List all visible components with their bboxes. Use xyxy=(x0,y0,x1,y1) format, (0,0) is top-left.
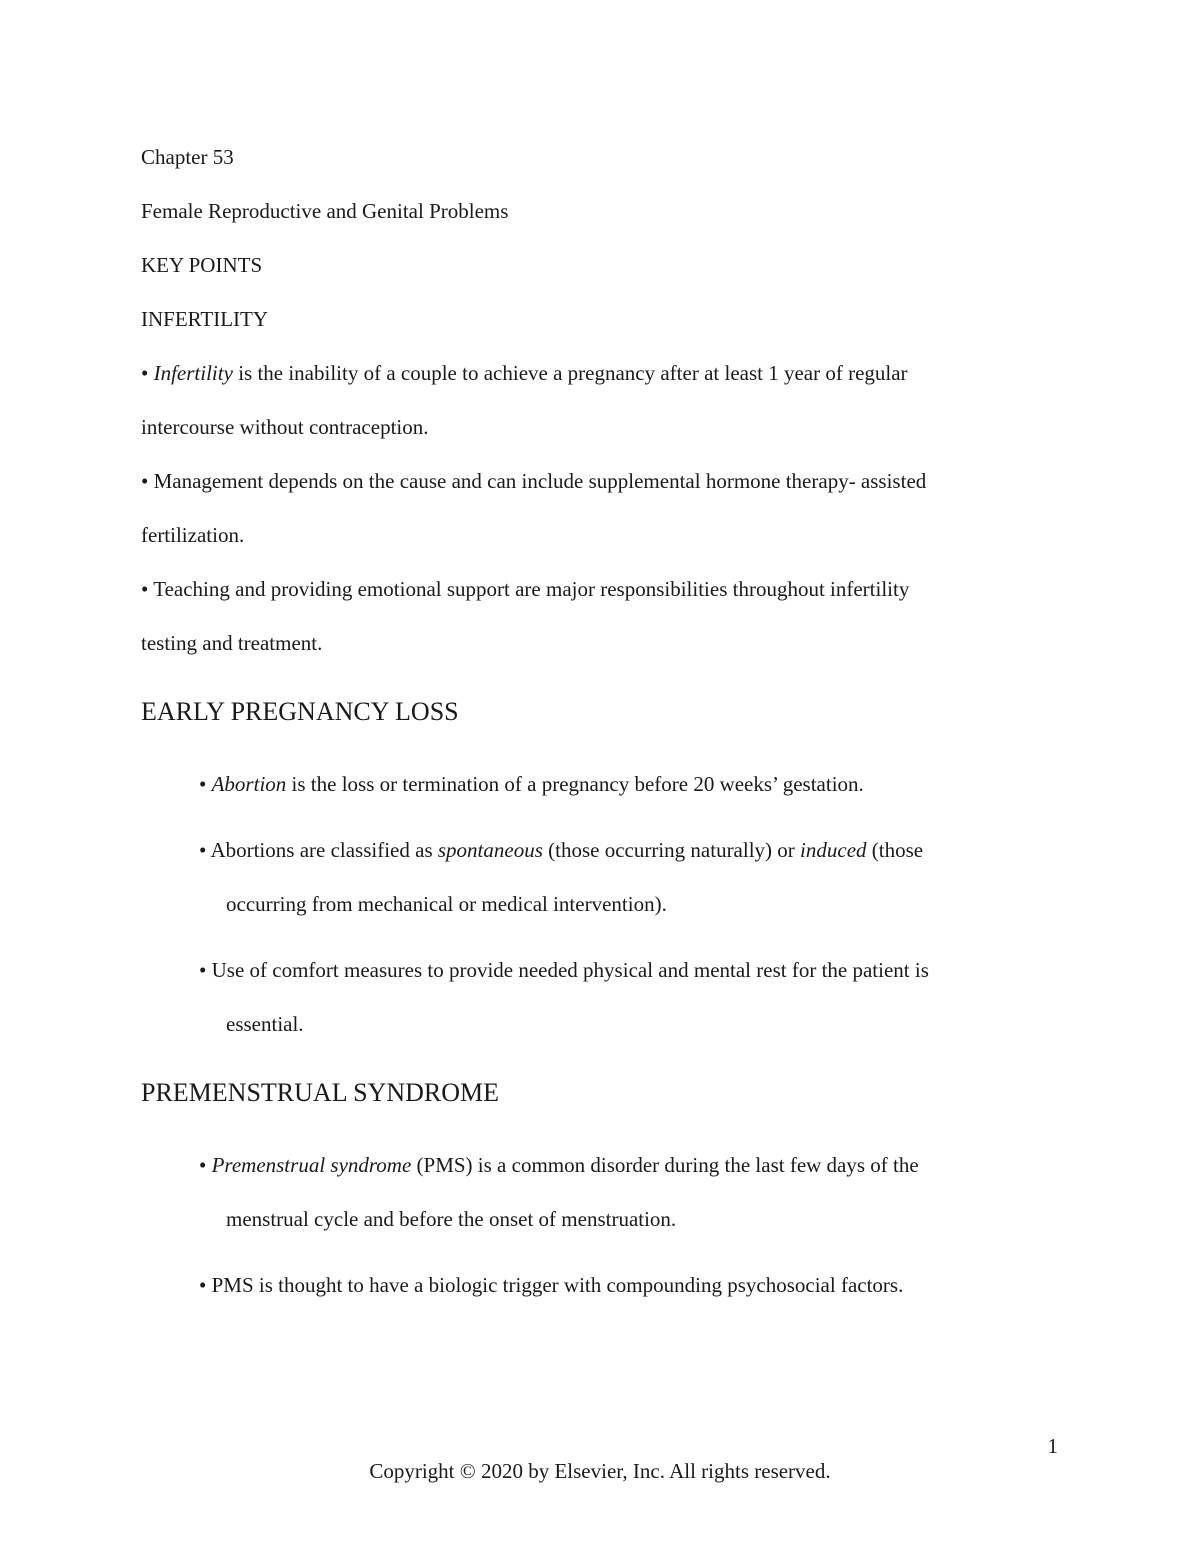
chapter-title: Female Reproductive and Genital Problems xyxy=(141,199,509,223)
epl-bullet-3: • Use of comfort measures to provide needed physical and mental rest for the patient is xyxy=(199,958,929,982)
infertility-bullet-3: • Teaching and providing emotional support are major responsibilities throughout infertility xyxy=(141,577,910,601)
bullet-marker: • xyxy=(141,361,154,385)
bullet-text: • Abortions are classified as xyxy=(199,838,438,862)
key-points-label: KEY POINTS xyxy=(141,253,263,277)
bullet-text: (PMS) is a common disorder during the last few days of the xyxy=(411,1153,919,1177)
infertility-heading: INFERTILITY xyxy=(141,307,269,331)
infertility-bullet-2: • Management depends on the cause and can include supplemental hormone therapy- assisted xyxy=(141,469,927,493)
infertility-bullet-1-cont: intercourse without contraception. xyxy=(141,415,429,439)
epl-bullet-3-cont: essential. xyxy=(226,1012,304,1036)
bullet-marker: • xyxy=(199,772,212,796)
bullet-text: (those xyxy=(866,838,924,862)
epl-bullet-2-cont: occurring from mechanical or medical intervention). xyxy=(226,892,667,916)
term-abortion: Abortion xyxy=(211,772,287,796)
infertility-bullet-2-cont: fertilization. xyxy=(141,523,245,547)
epl-bullet-1 xyxy=(199,771,864,797)
bullet-text: is the loss or termination of a pregnancy before 20 weeks’ gestation. xyxy=(286,772,864,796)
pms-bullet-1 xyxy=(199,1152,919,1178)
pms-heading: PREMENSTRUAL SYNDROME xyxy=(141,1078,500,1107)
bullet-text: (those occurring naturally) or xyxy=(542,838,801,862)
pms-bullet-1-cont: menstrual cycle and before the onset of menstruation. xyxy=(226,1207,677,1231)
bullet-text: is the inability of a couple to achieve a pregnancy after at least 1 year of regular xyxy=(232,361,908,385)
term-spontaneous: spontaneous xyxy=(437,838,543,862)
chapter-label: Chapter 53 xyxy=(141,145,234,169)
bullet-marker: • xyxy=(199,1153,212,1177)
term-infertility: Infertility xyxy=(153,361,233,385)
page-number: 1 xyxy=(1047,1434,1058,1458)
infertility-bullet-1 xyxy=(141,360,908,386)
term-induced: induced xyxy=(800,838,867,862)
copyright-footer: Copyright © 2020 by Elsevier, Inc. All rights reserved. xyxy=(369,1459,831,1483)
pms-bullet-2: • PMS is thought to have a biologic trigger with compounding psychosocial factors. xyxy=(199,1273,904,1297)
term-premenstrual-syndrome: Premenstrual syndrome xyxy=(211,1153,412,1177)
early-pregnancy-loss-heading: EARLY PREGNANCY LOSS xyxy=(141,697,459,726)
epl-bullet-2 xyxy=(199,837,923,863)
infertility-bullet-3-cont: testing and treatment. xyxy=(141,631,323,655)
